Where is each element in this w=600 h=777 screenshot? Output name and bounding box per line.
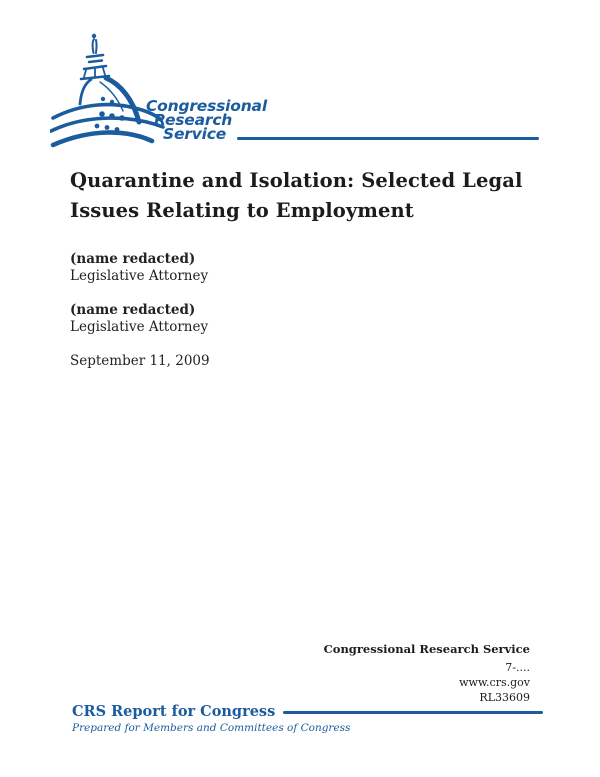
footer-divider-rule — [283, 711, 543, 714]
footer-report-number: RL33609 — [479, 691, 530, 704]
author-entry — [70, 251, 210, 285]
report-title — [70, 166, 550, 226]
logo-wordmark-line-1: Congressional — [146, 97, 267, 115]
header-divider-rule — [237, 137, 539, 140]
footer-org-block — [324, 642, 530, 705]
author-entry — [70, 302, 210, 336]
author-role: Legislative Attorney — [70, 319, 209, 335]
crs-report-banner-title: CRS Report for Congress — [72, 703, 276, 720]
footer-website: www.crs.gov — [459, 676, 530, 689]
crs-report-banner-tagline: Prepared for Members and Committees of Congress — [72, 722, 351, 734]
footer-phone: 7-.... — [505, 661, 530, 674]
footer-banner — [72, 702, 543, 721]
report-date: September 11, 2009 — [70, 353, 210, 369]
report-title-line-2: Issues Relating to Employment — [70, 199, 414, 222]
logo-wordmark-line-2: Research — [154, 111, 233, 129]
footer-org-name: Congressional Research Service — [323, 642, 530, 656]
logo-wordmark-line-3: Service — [163, 125, 227, 143]
byline-block — [70, 251, 210, 370]
author-name: (name redacted) — [70, 302, 196, 318]
report-title-line-1: Quarantine and Isolation: Selected Legal — [70, 169, 523, 192]
author-name: (name redacted) — [70, 251, 196, 267]
author-role: Legislative Attorney — [70, 268, 209, 284]
